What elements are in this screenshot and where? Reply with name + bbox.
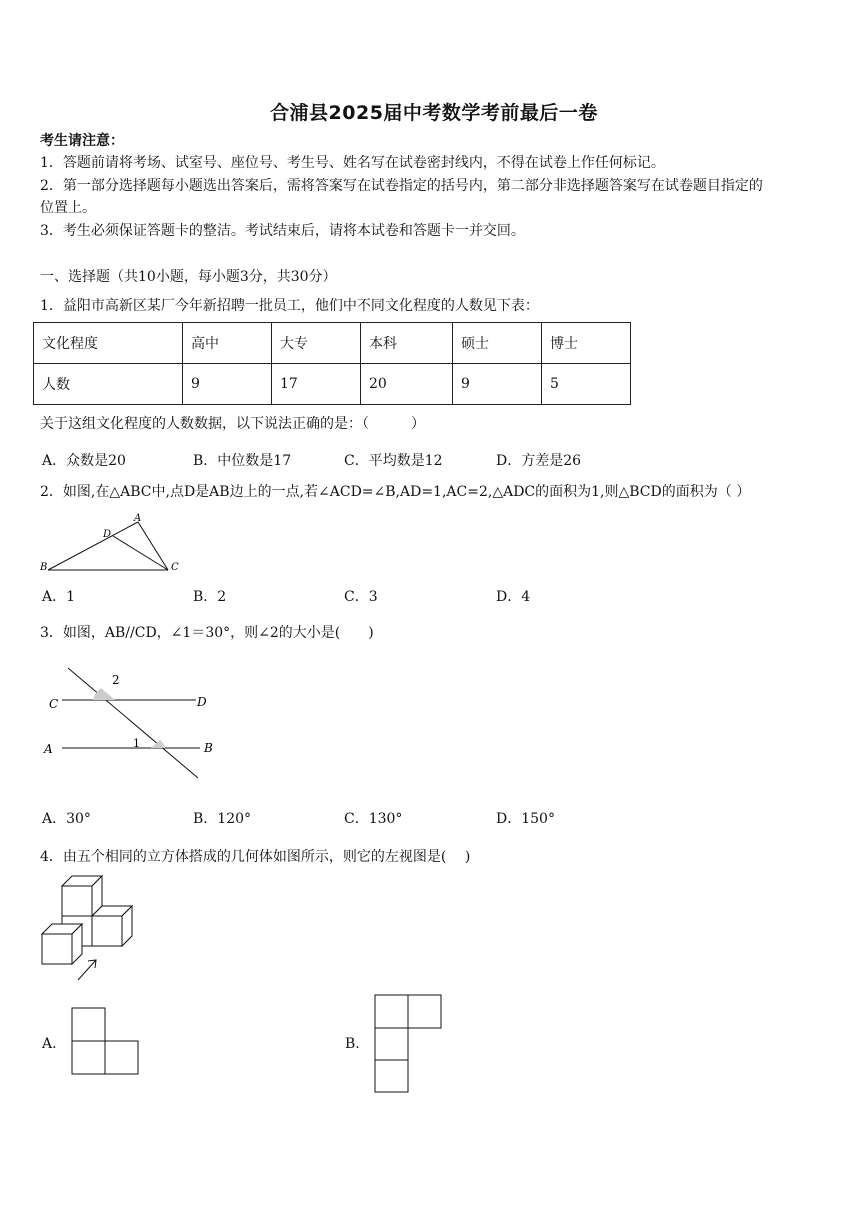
label-angle-1: 1 — [133, 737, 140, 750]
notice-item: 3．考生必须保证答题卡的整洁。考试结束后，请将本试卷和答题卡一并交回。 — [40, 223, 525, 239]
q1-question: 关于这组文化程度的人数数据，以下说法正确的是：（ ） — [40, 416, 425, 432]
label-a: A — [134, 513, 142, 524]
q4-option-a: A. — [42, 1036, 57, 1052]
table-cell: 博士 — [542, 323, 631, 364]
cube-figure — [38, 872, 148, 984]
label-d: D — [103, 529, 112, 540]
table-cell: 文化程度 — [34, 323, 183, 364]
table-cell: 9 — [183, 364, 272, 405]
q1-option-a: A．众数是20 — [42, 453, 126, 469]
table-cell: 17 — [272, 364, 361, 405]
table-row — [34, 323, 631, 364]
page-title: 合浦县2025届中考数学考前最后一卷 — [270, 102, 598, 124]
q4-option-b: B. — [345, 1036, 360, 1052]
table-row — [34, 364, 631, 405]
triangle-figure — [38, 510, 188, 578]
angle-1-arc — [151, 740, 165, 748]
table-cell: 20 — [361, 364, 453, 405]
notice-item: 1．答题前请将考场、试室号、座位号、考生号、姓名写在试卷密封线内，不得在试卷上作任何标记。 — [40, 155, 665, 171]
table-cell: 5 — [542, 364, 631, 405]
option-a-figure — [70, 1006, 140, 1076]
label-d: D — [197, 695, 207, 709]
table-cell: 9 — [453, 364, 542, 405]
q3-option-d: D．150° — [496, 811, 555, 827]
q2-option-c: C．3 — [344, 589, 378, 605]
label-c: C — [49, 697, 59, 711]
q4-stem: 4．由五个相同的立方体搭成的几何体如图所示，则它的左视图是( ) — [40, 849, 471, 865]
option-b-figure — [373, 993, 443, 1095]
label-a: A — [44, 742, 53, 756]
q2-option-a: A．1 — [42, 589, 76, 605]
q2-option-d: D．4 — [496, 589, 531, 605]
table-cell: 人数 — [34, 364, 183, 405]
arrow-icon — [78, 960, 96, 980]
q1-option-b: B．中位数是17 — [193, 453, 292, 469]
q1-table — [33, 322, 631, 405]
q3-stem: 3．如图，AB//CD，∠1＝30°，则∠2的大小是( ) — [40, 625, 374, 641]
table-cell: 硕士 — [453, 323, 542, 364]
notice-item: 2．第一部分选择题每小题选出答案后，需将答案写在试卷指定的括号内，第二部分非选择题答案写在试卷题目指定的 — [40, 178, 763, 194]
q3-option-b: B．120° — [193, 811, 252, 827]
parallel-lines-figure — [38, 660, 228, 790]
q2-option-b: B．2 — [193, 589, 227, 605]
angle-2-arc — [93, 688, 115, 700]
label-angle-2: 2 — [112, 673, 120, 687]
q3-option-c: C．130° — [344, 811, 403, 827]
section-heading: 一、选择题（共10小题，每小题3分，共30分） — [40, 269, 337, 285]
label-c: C — [171, 562, 179, 573]
label-b: B — [204, 741, 213, 755]
q2-stem: 2．如图,在△ABC中,点D是AB边上的一点,若∠ACD=∠B,AD=1,AC=2,△ADC的面积为1,则△BCD的面积为（ ） — [40, 484, 751, 500]
q1-stem: 1．益阳市高新区某厂今年新招聘一批员工，他们中不同文化程度的人数见下表： — [40, 298, 539, 314]
notice-item: 位置上。 — [40, 200, 96, 216]
q3-option-a: A．30° — [42, 811, 91, 827]
table-cell: 高中 — [183, 323, 272, 364]
table-cell: 大专 — [272, 323, 361, 364]
notice-heading: 考生请注意： — [40, 133, 124, 149]
q1-option-c: C．平均数是12 — [344, 453, 443, 469]
q1-option-d: D．方差是26 — [496, 453, 582, 469]
label-b: B — [40, 562, 48, 573]
table-cell: 本科 — [361, 323, 453, 364]
